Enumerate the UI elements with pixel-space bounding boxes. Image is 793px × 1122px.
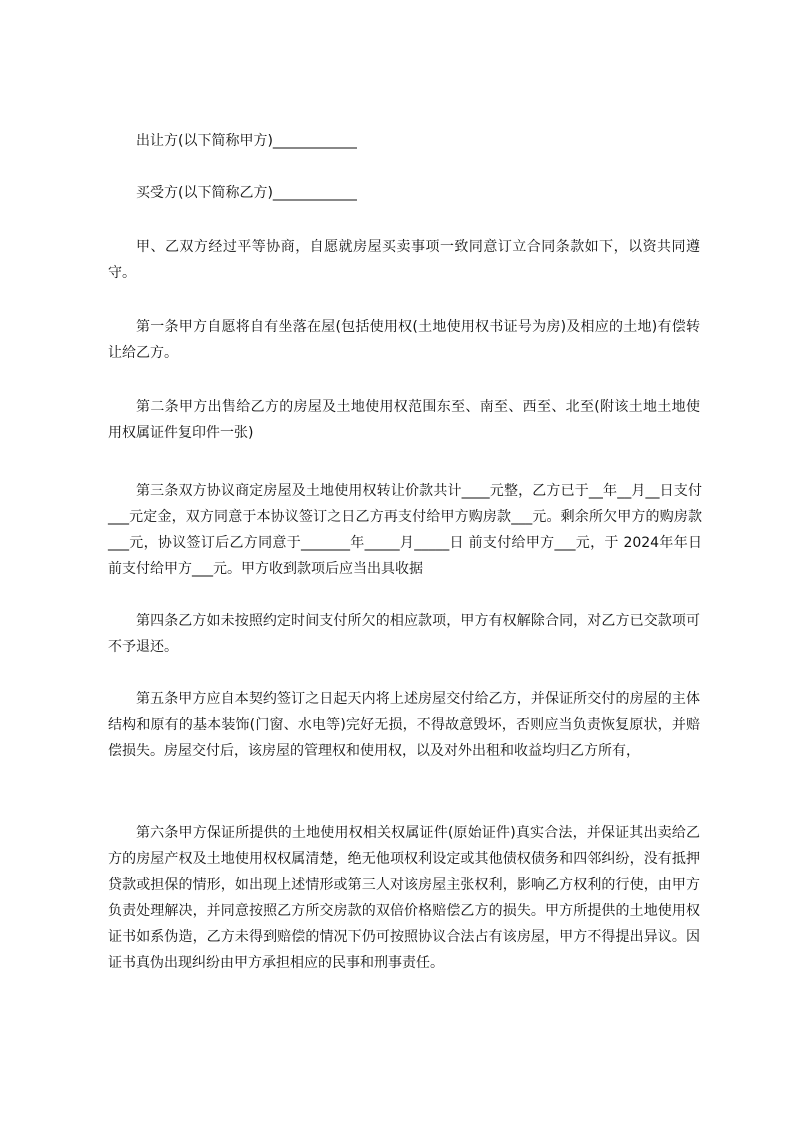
party-a-line: 出让方(以下简称甲方)____________: [136, 133, 357, 149]
article-3-paragraph: 第三条双方协议商定房屋及土地使用权转让价款共计____元整，乙方已于__年__月__日支付___元定金，双方同意于本协议签订之日乙方再支付给甲方购房款___元。剩余所欠甲方的购房款___元，协议签订后乙方同意于_______年_____月_____日 前支付给甲方___元，于 2024年年日前支付给甲方___元。甲方收到款项后应当出具收据: [108, 483, 702, 577]
article-1-paragraph: 第一条甲方自愿将自有坐落在屋(包括使用权(土地使用权书证号为房)及相应的土地)有偿转让给乙方。: [108, 319, 700, 361]
party-b-line: 买受方(以下简称乙方)____________: [136, 185, 357, 201]
article-2-paragraph: 第二条甲方出售给乙方的房屋及土地使用权范围东至、南至、西至、北至(附该土地土地使用权属证件复印件一张): [108, 399, 700, 441]
article-5-paragraph: 第五条甲方应自本契约签订之日起天内将上述房屋交付给乙方，并保证所交付的房屋的主体结构和原有的基本装饰(门窗、水电等)完好无损，不得故意毁坏，否则应当负责恢复原状，并赔偿损失。房屋交付后，该房屋的管理权和使用权，以及对外出租和收益均归乙方所有，: [108, 691, 700, 759]
article-6-paragraph: 第六条甲方保证所提供的土地使用权相关权属证件(原始证件)真实合法，并保证其出卖给乙方的房屋产权及土地使用权权属清楚，绝无他项权利设定或其他债权债务和四邻纠纷，没有抵押贷款或担保的情形，如出现上述情形或第三人对该房屋主张权利，影响乙方权利的行使，由甲方负责处理解决，并同意按照乙方所交房款的双倍价格赔偿乙方的损失。甲方所提供的土地使用权证书如系伪造，乙方未得到赔偿的情况下仍可按照协议合法占有该房屋，甲方不得提出异议。因证书真伪出现纠纷由甲方承担相应的民事和刑事责任。: [108, 825, 700, 971]
article-4-paragraph: 第四条乙方如未按照约定时间支付所欠的相应款项，甲方有权解除合同，对乙方已交款项可不予退还。: [108, 613, 700, 655]
preamble-paragraph: 甲、乙双方经过平等协商，自愿就房屋买卖事项一致同意订立合同条款如下，以资共同遵守。: [108, 239, 700, 281]
